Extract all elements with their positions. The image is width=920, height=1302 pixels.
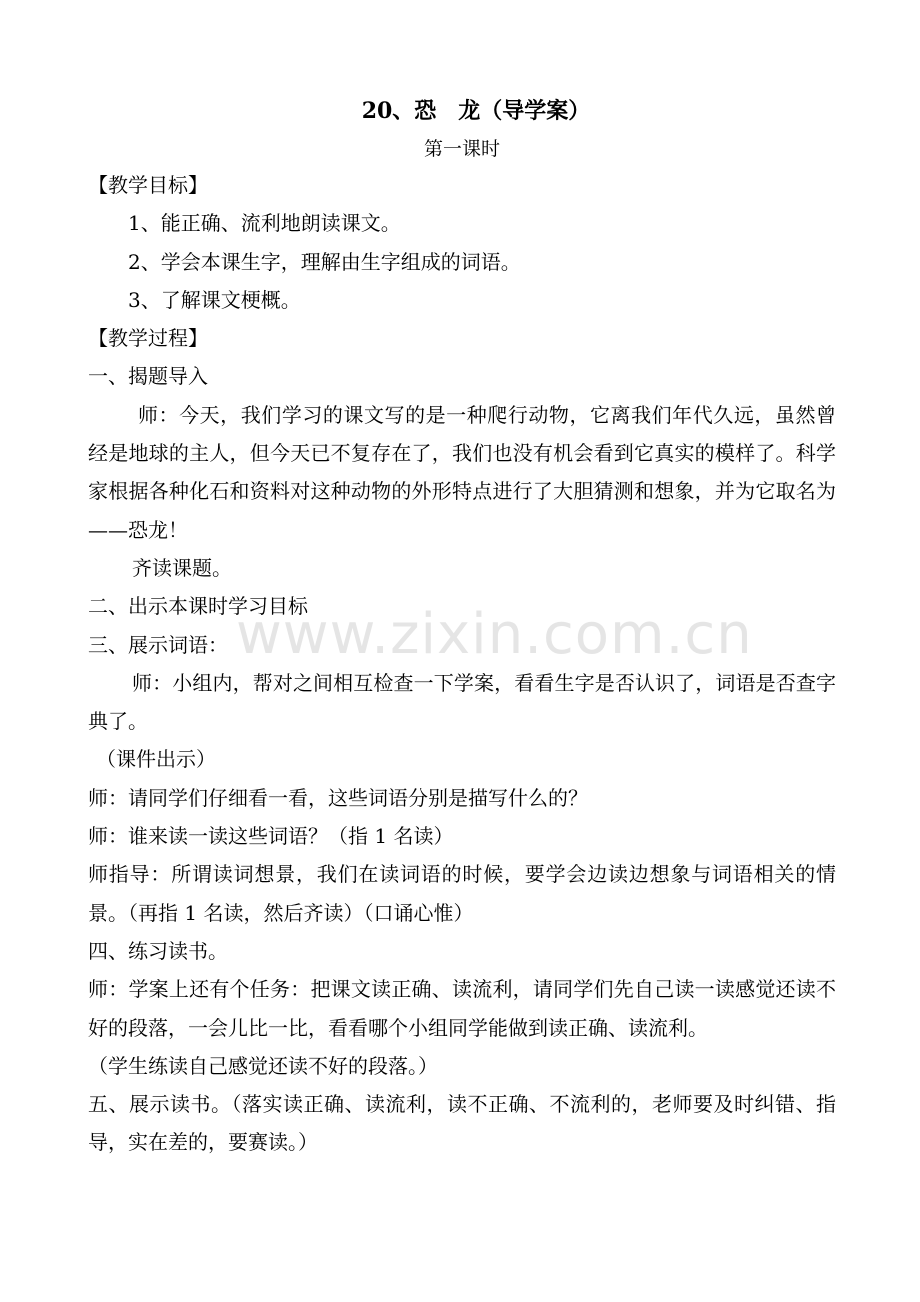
- section1-teacher-paragraph: 师：今天，我们学习的课文写的是一种爬行动物，它离我们年代久远，虽然曾经是地球的主人，但今天已不复存在了，我们也没有机会看到它真实的模样了。科学家根据各种化石和资料对这种动物的外形特点进行了大胆猜测和想象，并为它取名为——恐龙！: [88, 402, 836, 542]
- objective-item: 3、了解课文梗概。: [128, 287, 301, 312]
- section-heading-3: 三、展示词语：: [88, 632, 228, 657]
- objectives-heading: 【教学目标】: [88, 173, 208, 197]
- section3-question-2: 师：谁来读一读这些词语？（指 1 名读）: [88, 824, 454, 849]
- document-page: [88, 96, 836, 1162]
- objective-item: 2、学会本课生字，理解由生字组成的词语。: [128, 249, 521, 274]
- objective-item: 1、能正确、流利地朗读课文。: [128, 211, 401, 236]
- section-heading-4: 四、练习读书。: [88, 938, 228, 963]
- watermark: www.zixin.com.cn: [236, 602, 753, 667]
- section-heading-1: 一、揭题导入: [88, 364, 208, 389]
- section3-teacher-paragraph: 师：小组内，帮对之间相互检查一下学案，看看生字是否认识了，词语是否查字典了。: [88, 670, 836, 734]
- section3-question-1: 师：请同学们仔细看一看，这些词语分别是描写什么的？: [88, 785, 588, 810]
- section-heading-2: 二、出示本课时学习目标: [88, 594, 308, 619]
- section4-note: （学生练读自己感觉还读不好的段落。）: [88, 1053, 438, 1078]
- section1-read-instruction: 齐读课题。: [132, 555, 232, 580]
- document-title: 20、恐 龙（导学案）: [361, 98, 591, 124]
- section5-paragraph: 五、展示读书。（落实读正确、读流利，读不正确、不流利的，老师要及时纠错、指导，实在差的，要赛读。）: [88, 1092, 836, 1155]
- section4-teacher-paragraph: 师：学案上还有个任务：把课文读正确、读流利，请同学们先自己读一读感觉还读不好的段落，一会儿比一比，看看哪个小组同学能做到读正确、读流利。: [88, 977, 836, 1040]
- section3-note: （课件出示）: [96, 747, 216, 772]
- process-heading: 【教学过程】: [88, 326, 208, 351]
- document-subtitle: 第一课时: [423, 138, 500, 160]
- section3-guide-paragraph: 师指导：所谓读词想景，我们在读词语的时候，要学会边读边想象与词语相关的情景。（再指 1 名读，然后齐读）（口诵心惟）: [88, 862, 836, 925]
